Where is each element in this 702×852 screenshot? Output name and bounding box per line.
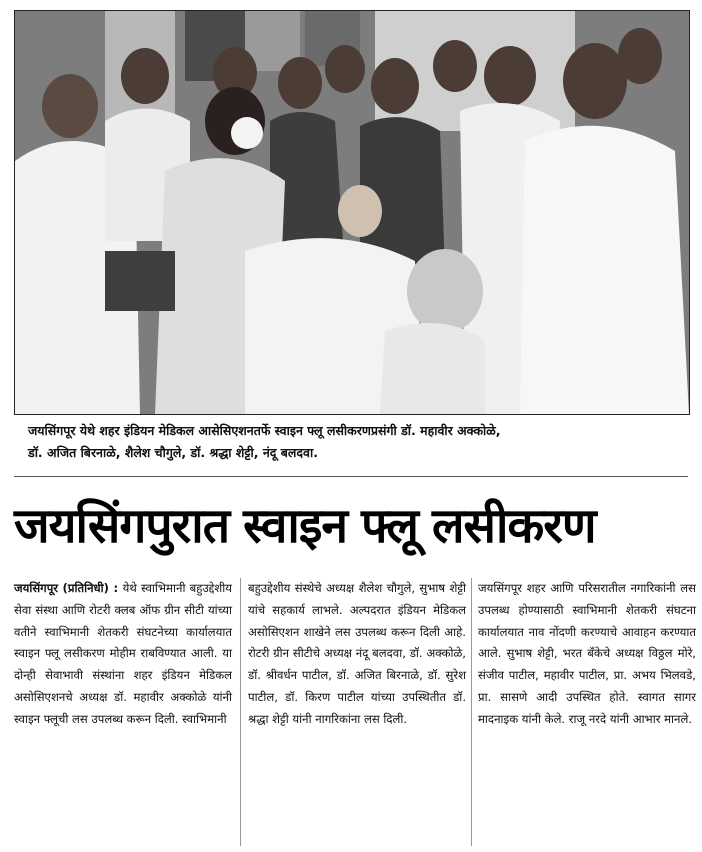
news-photo-illustration [15,11,689,414]
headline: जयसिंगपुरात स्वाइन फ्लू लसीकरण [14,498,596,554]
column-divider [471,578,472,846]
article-column-2 [248,578,466,731]
article-column-2-text: बहुउद्देशीय संस्थेचे अध्यक्ष शैलेश चौगुले, सुभाष शेट्टी यांचे सहकार्य लाभले. अल्पदरात इंडियन मेडिकल असोसिएशन शाखेने लस उपलब्ध करून दिली आहे. रोटरी ग्रीन सीटीचे अध्यक्ष नंदू बलदवा, डॉ. अक्कोळे, डॉ. श्रीवर्धन पाटील, डॉ. अजित बिरनाळे, डॉ. सुरेश पाटील, डॉ. किरण पाटील यांच्या उपस्थितीत डॉ. श्रद्धा शेट्टी यांनी नागरिकांना लस दिली. [248,581,466,726]
divider [14,476,688,477]
column-divider [240,578,241,846]
photo-caption [28,420,688,464]
article-column-1 [14,578,232,731]
article-body [14,578,696,848]
caption-line-2: डॉ. अजित बिरनाळे, शैलेश चौगुले, डॉ. श्रद्धा शेट्टी, नंदू बलदवा. [28,445,318,460]
news-photo [14,10,690,415]
dateline: जयसिंगपूर (प्रतिनिधी) : [14,581,123,595]
article-column-1-text: येथे स्वाभिमानी बहुउद्देशीय सेवा संस्था आणि रोटरी क्लब ऑफ ग्रीन सीटी यांच्या वतीने स्वाभिमानी शेतकरी संघटनेच्या कार्यालयात स्वाइन फ्लू लसीकरण मोहीम राबविण्यात आली. या दोन्ही सेवाभावी संस्थांना शहर इंडियन मेडिकल असोसिएशनचे अध्यक्ष डॉ. महावीर अक्कोळे यांनी स्वाइन फ्लूची लस उपलब्ध करून दिली. स्वाभिमानी [14,581,232,726]
article-column-3-text: जयसिंगपूर शहर आणि परिसरातील नगारिकांनी लस उपलब्ध होण्यासाठी स्वाभिमानी शेतकरी संघटना कार्यालयात नाव नोंदणी करण्याचे आवाहन करण्यात आले. सुभाष शेट्टी, भरत बँकेचे अध्यक्ष विठ्ठल मोरे, संजीव पाटील, महावीर पाटील, प्रा. अभय भिलवडे, प्रा. सासणे आदी उपस्थित होते. स्वागत सागर मादनाइक यांनी केले. राजू नरदे यांनी आभार मानले. [478,581,696,726]
article-column-3 [478,578,696,731]
caption-line-1: जयसिंगपूर येथे शहर इंडियन मेडिकल आसेसिएशनतर्फे स्वाइन फ्लू लसीकरणप्रसंगी डॉ. महावीर अक्कोळे, [28,423,501,438]
